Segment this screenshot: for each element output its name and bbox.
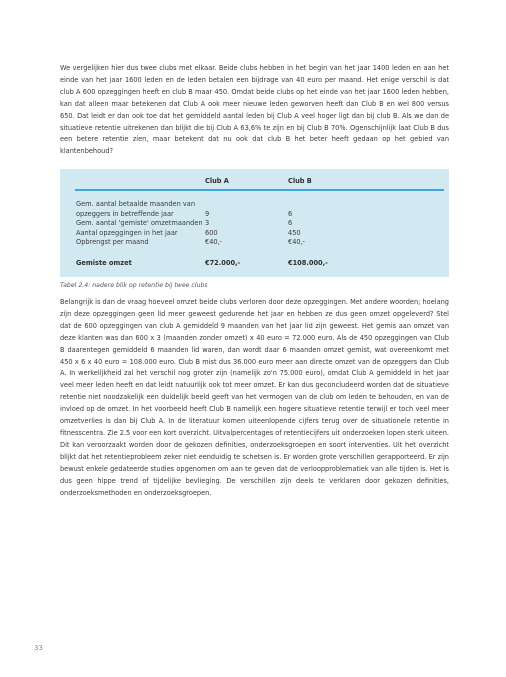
- intro-paragraph: We vergelijken hier dus twee clubs met elkaar. Beide clubs hebben in het begin van het jaar 1400 leden en aan het einde van het jaar 1600 leden en de leden betalen een bijdrage van 40 euro per maand. Het enige verschil is dat club A 600 opzeggingen heeft en club B maar 450. Omdat beide clubs op het einde van het jaar 1600 leden hebben, kan dat alleen maar betekenen dat Club A ook meer nieuwe leden geworven heeft dan Club B en wel 800 versus 650. Dat leidt er dan ook toe dat het gemiddeld aantal leden bij Club A veel hoger ligt dan bij club B. Als we dan de situatieve retentie uitrekenen dan blijkt die bij Club A 63,6% te zijn en bij Club B 70%. Ogenschijnlijk laat Club B dus een betere retentie zien, maar betekent dat nu ook dat club B het beter heeft gedaan op het gebied van klantenbehoud?: [60, 64, 449, 156]
- club-b-value: 6: [288, 209, 293, 218]
- column-header-club-a: Club A: [205, 177, 229, 185]
- table-caption: Tabel 2.4: nadere blik op retentie bij twee clubs: [60, 282, 208, 289]
- club-b-value: 450: [288, 228, 301, 237]
- page-number: 33: [34, 644, 43, 652]
- row-label: Gem. aantal 'gemiste' omzetmaanden: [76, 219, 203, 227]
- retention-table: [60, 169, 449, 277]
- club-b-value: €40,-: [288, 238, 306, 246]
- row-label: Gem. aantal betaalde maanden van: [76, 200, 195, 208]
- row-label: Opbrengst per maand: [76, 238, 149, 246]
- body-paragraph: Belangrijk is dan de vraag hoeveel omzet beide clubs verloren door deze opzeggingen. Met andere woorden; hoelang zijn deze opzeggingen geen lid meer geweest gedurende het jaar en hebben ze dus geen omzet opgeleverd? Stel dat de 600 opzeggingen van club A gemiddeld 9 maanden van het jaar lid zijn geweest. Het gemis aan omzet van deze klanten was dan 600 x 3 (maanden zonder omzet) x 40 euro = 72.000 euro. Als de 450 opzeggingen van Club B daarentegen gemiddeld 6 maanden lid waren, dan wordt daar 6 maanden omzet gemist, wat overeenkomt met 450 x 6 x 40 euro = 108.000 euro. Club B mist dus 36.000 euro meer aan directe omzet van de opzeggers dan Club A. In werkelijkheid zal het verschil nog groter zijn (namelijk zo'n 75.000 euro), omdat Club A gemiddeld in het jaar veel meer leden heeft en dat leidt natuurlijk ook tot meer omzet. Er kan dus geconcludeerd worden dat de situatieve retentie niet noodzakelijk een duidelijk beeld geeft van het vermogen van de club om leden te behouden, en van de invloed op de omzet. In het voorbeeld heeft Club B namelijk een hogere situatieve retentie terwijl er toch veel meer omzetverlies is dan bij Club A. In de literatuur komen uiteenlopende cijfers terug over de situationele retentie in fitnesscentra. Zie 2.5 voor een kort overzicht. Uitvalpercentages of retentiecijfers uit onderzoeken lopen sterk uiteen. Dit kan veroorzaakt worden door de gekozen definities, onderzoeksgroepen en soort interventies. Uit het overzicht blijkt dat het retentieprobleem zeker niet eenduidig te schetsen is. Er worden grote verschillen gerapporteerd. Er zijn bewust enkele gedateerde studies opgenomen om aan te geven dat de verloopproblematiek van alle tijden is. Het is dus geen hippe trend of tijdelijke bevlieging. De verschillen zijn deels te verklaren door gekozen definities, onderzoeksmethoden en onderzoeksgroepen.: [60, 298, 449, 497]
- total-club-b: €108.000,-: [288, 259, 328, 267]
- club-b-value: 6: [288, 219, 293, 227]
- column-header-club-b: Club B: [288, 177, 312, 185]
- header-rule: [75, 189, 444, 191]
- total-club-a: €72.000,-: [205, 259, 241, 267]
- row-label: opzeggers in betreffende jaar: [76, 209, 174, 218]
- club-a-value: 9: [205, 209, 210, 218]
- total-label: Gemiste omzet: [76, 259, 132, 267]
- row-label: Aantal opzeggingen in het jaar: [76, 228, 178, 237]
- club-a-value: 600: [205, 228, 218, 237]
- club-a-value: €40,-: [205, 238, 223, 246]
- club-a-value: 3: [205, 219, 210, 227]
